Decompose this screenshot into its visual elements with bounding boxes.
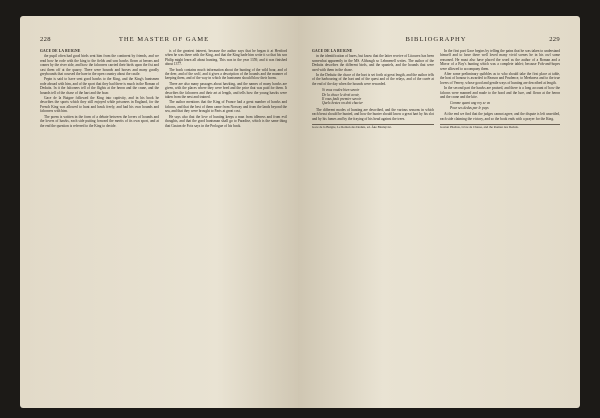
verse-line: Il vous fault premier savoir [322, 97, 362, 102]
verse-line: Pour ses dedus par le pays [450, 105, 489, 110]
left-column-2 [165, 49, 287, 394]
paragraph: In the first part Gace begins by telling the pains that he was taken to understand himself and to have there well loved many vivid scenes he in his owl some reasoned. He must also have placed the word as the author of a Roman and a Mirror of a Boy's hunting which was a complete tablet; because Fols-and-hopes were allowed to accompany them. [440, 49, 560, 71]
paragraph: In the second part the hawks are praised, and there is a long account of how the falcons were manned and made to the hood and the lure, and flown at the heron and the crane and the kite. [440, 86, 560, 100]
left-running-title: THE MASTER OF GAME [118, 36, 210, 43]
right-running-title: BIBLIOGRAPHY [405, 36, 467, 43]
paragraph: He says also that the love of hunting keeps a man from idleness and from evil thoughts, and that the good huntsman shall go to Paradise, which is the same thing that Gaston de Foix says in the Prologue of his book. [165, 114, 287, 128]
paragraph: is of the greatest interest, because the author says that he began it at Hertford when he was there with the King, and that the King bade him write it so that his son Philip might learn all about hunting. This was in the year 1359, and it was finished about 1377. [165, 49, 287, 67]
verse-line: De la chace le droit avoir, [322, 92, 360, 97]
verse-line: Comme quant ung roy se va [450, 101, 491, 106]
section-subheading: GACE DE LA BUIGNE [40, 49, 81, 53]
paragraph: The book contains much information about the hunting of the wild boar, and of the deer, and of the wolf, and it gives a description of the hounds and the manner of keeping them, and of the way in which the huntsmen should blow their horns. [165, 67, 287, 81]
paragraph: The different modes of hunting are described, and the various seasons in which each beast should be hunted, and how the hunter should know a great hart by his slot and by his fumes and by the fraying of his head against the trees. [312, 107, 434, 121]
paragraph: There are also many passages about hawking, and the names of many hawks are given, with the places where they were bred and the price that was paid for them. It describes the falconers and their art at length, and tells how the young hawks were taken from the nest and trained. [165, 81, 287, 100]
paragraph: Gace de la Buigne followed the King into captivity, and in his book he describes the sports which they still enjoyed while prisoners in England, for the French King was allowed to hunt and hawk freely, and had his own hounds and falconers with him. [40, 96, 159, 114]
paragraph: At the end we find that the judges cannot agree, and the dispute is left unsettled, each side claiming the victory, and so the book ends with a prayer for the King. [440, 112, 560, 121]
verse-quotation [450, 101, 560, 110]
right-column-1 [312, 49, 434, 394]
open-book [20, 16, 580, 408]
right-column-2 [440, 49, 560, 394]
paragraph: The author mentions that the King of France had a great number of hawks and falcons, and that the best of them came from Norway and from the lands beyond the sea, and that they were brought to Paris at great cost. [165, 100, 287, 114]
paragraph: After some preliminary quibbles as to who should take the first place at table, the host of honour is awarded to Reason and Prudence, to Meekness and to the true lovers of Venery, whose good and gentle ways of hunting are described at length. [440, 72, 560, 85]
paragraph: The poem is written in the form of a debate between the lovers of hounds and the lovers of hawks, each side putting forward the merits of its own sport, and at the end the question is referred to the King to decide. [40, 114, 159, 128]
paragraph: in the identification of hares, but know that the latter receive of Litourex has been somewhat apparently in the MS. Although so Lehmenell writes. The author of the Deduitz describes the different birds, and the spaniels, and the hounds that were used with them in the chase. [312, 54, 434, 72]
paragraph: In the Deduitz the chace of the hart is set forth at great length, and the author tells of the harbouring of the hart and of the quest and of the relays, and of the curée at the end of the day when the hounds were rewarded. [312, 73, 434, 86]
right-page [298, 16, 580, 408]
paragraph: the pupil often had good birds sent him from the continent by friends, and we read how he rode with the king to the fields and saw hawks flown at herons and cranes by the river side, and how the falconers carried their birds upon the fist and cast them off at the quarry. There were hounds and horses and many goodly greyhounds that coursed the hare in the open country about the castle. [40, 54, 159, 77]
verse-line: Quelx bestes on doit chacier [322, 101, 363, 106]
footnote: Gaston Phœbus, Livre de Chasse, and the Roman des Deduis. [440, 124, 560, 130]
left-column-1 [40, 49, 159, 394]
section-subheading: GACE DE LA BUIGNE [312, 49, 353, 53]
right-page-number: 229 [549, 36, 560, 43]
left-page-number: 228 [40, 36, 51, 43]
paragraph: Pepin is said to have sent good hawks to the King, and the King's huntsmen rode abroad with him, and of the sport that they had there is much in the Roman of Deduitz. In it the falconers tell of the flights at the heron and the crane, and the hounds tell of the chase of the hart and the boar. [40, 77, 159, 95]
verse-quotation [322, 88, 434, 106]
verse-line: Si vous voulez bien savoir [322, 88, 360, 93]
footnote: Gace de la Buigne, Le Roman des Deduis, ed. Åke Blomqvist. [312, 124, 434, 130]
left-page [20, 16, 302, 408]
